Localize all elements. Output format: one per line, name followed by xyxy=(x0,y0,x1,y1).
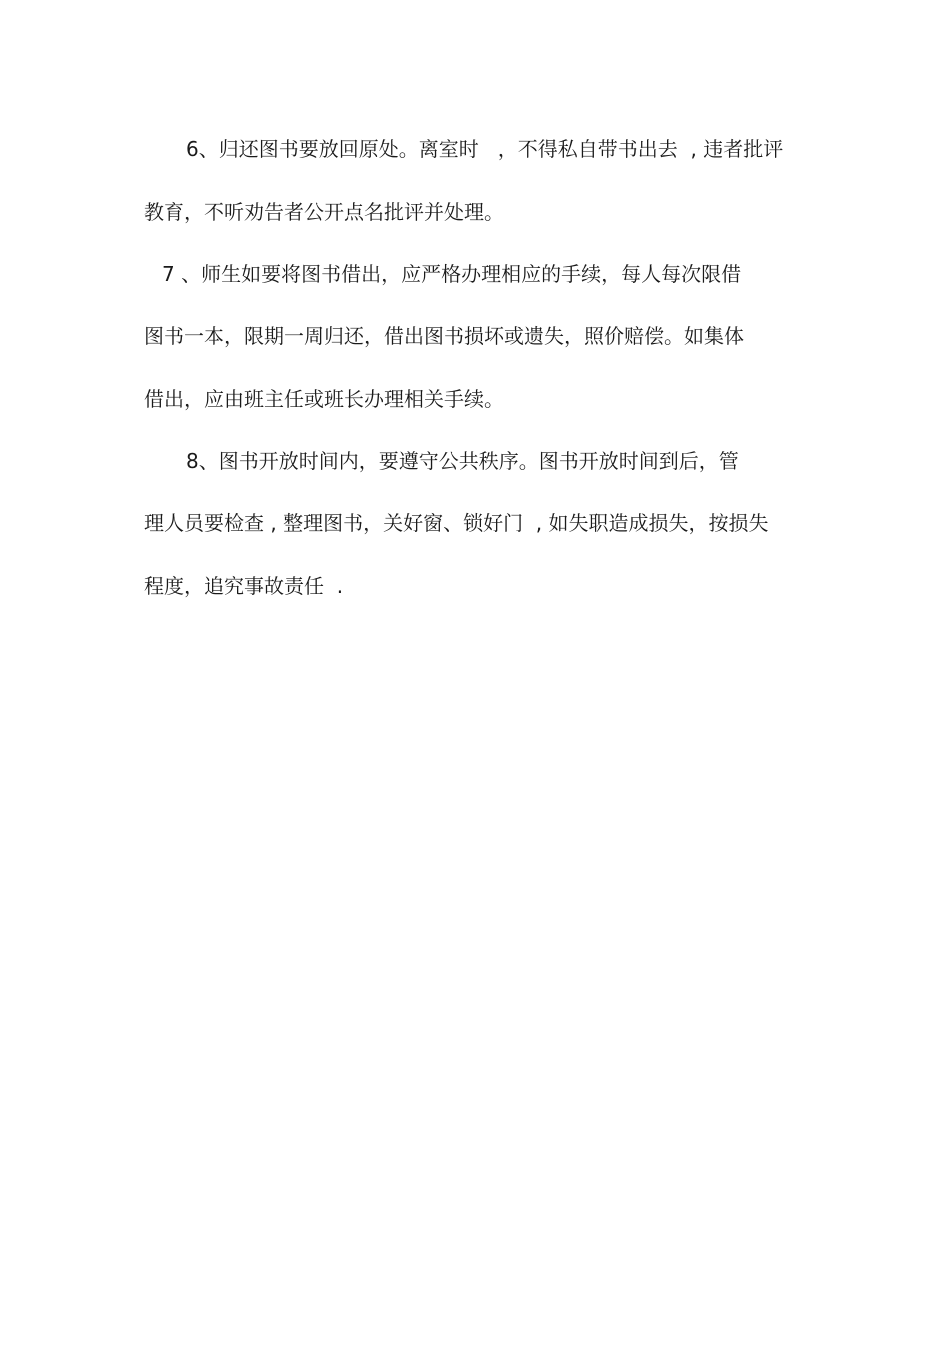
paragraph-6-line-2: 教育，不听劝告者公开点名批评并处理。 xyxy=(144,200,504,224)
paragraph-7-line-2: 图书一本，限期一周归还，借出图书损坏或遗失，照价赔偿。如集体 xyxy=(144,324,744,348)
paragraph-6-line-1: 6、归还图书要放回原处。离室时 ，不得私自带书出去 , 违者批评 xyxy=(186,137,784,161)
paragraph-8-line-1: 8、图书开放时间内，要遵守公共秩序。图书开放时间到后，管 xyxy=(186,449,739,473)
paragraph-8-line-3: 程度，追究事故责任 . xyxy=(144,574,344,598)
paragraph-7-line-3: 借出，应由班主任或班长办理相关手续。 xyxy=(144,387,504,411)
paragraph-7-line-1: 7 、师生如要将图书借出，应严格办理相应的手续，每人每次限借 xyxy=(162,262,742,286)
paragraph-8-line-2: 理人员要检查 , 整理图书，关好窗、锁好门 , 如失职造成损失，按损失 xyxy=(144,511,769,535)
